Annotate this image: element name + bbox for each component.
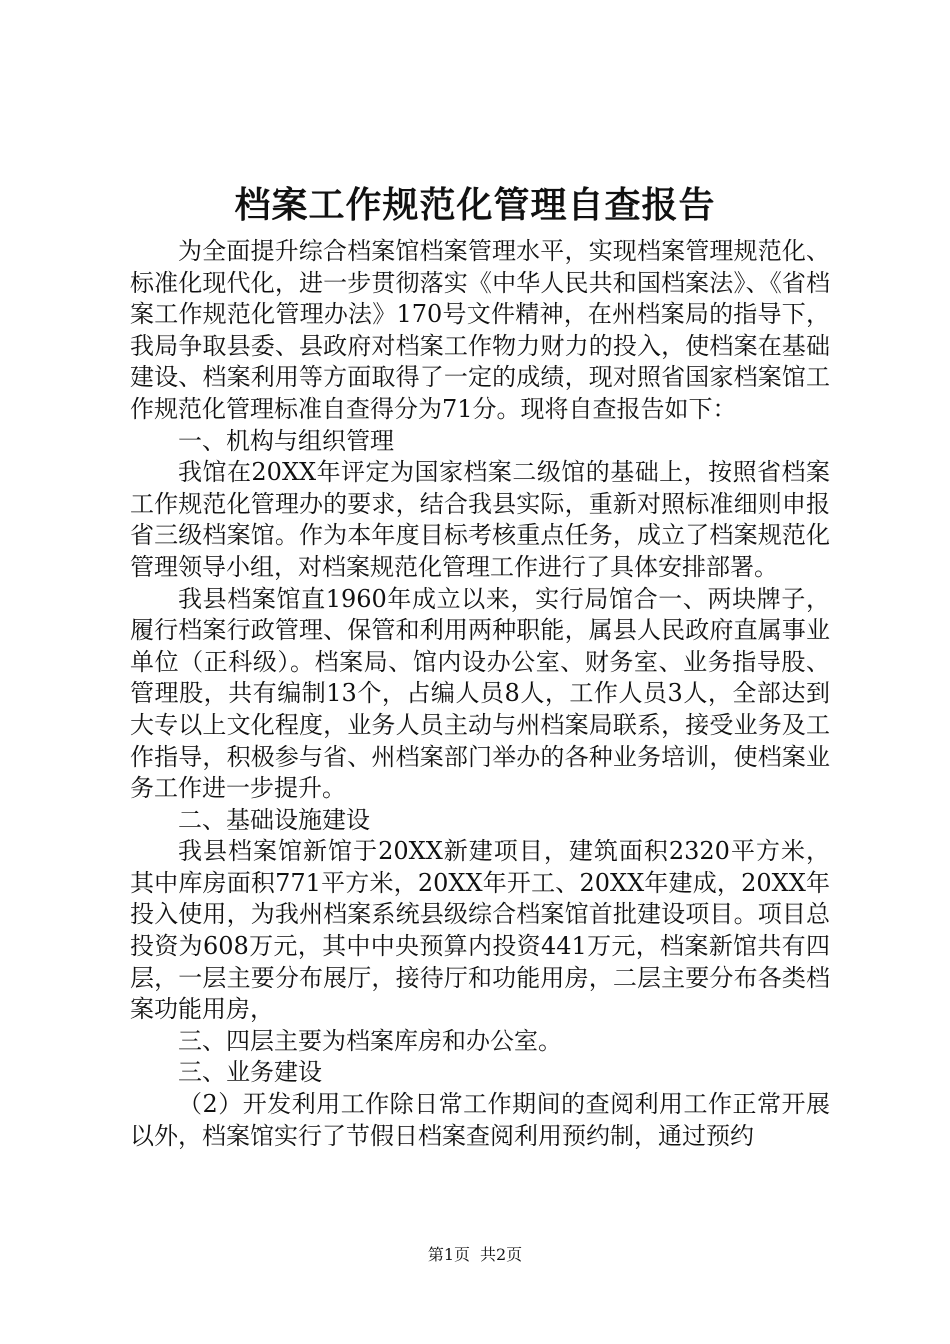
section-1-paragraph-1: 我馆在20XX年评定为国家档案二级馆的基础上，按照省档案工作规范化管理办的要求，结合我县实际，重新对照标准细则申报省三级档案馆。作为本年度目标考核重点任务，成立了档案规范化管理领导小组，对档案规范化管理工作进行了具体安排部署。 bbox=[130, 458, 830, 581]
section-2-paragraph-1: 我县档案馆新馆于20XX新建项目，建筑面积2320平方米，其中库房面积771平方米，20XX年开工、20XX年建成，20XX年投入使用，为我州档案系统县级综合档案馆首批建设项目。项目总投资为608万元，其中中央预算内投资441万元，档案新馆共有四层，一层主要分布展厅，接待厅和功能用房，二层主要分布各类档案功能用房， bbox=[130, 837, 830, 1024]
document-body bbox=[130, 236, 830, 1152]
page-footer bbox=[0, 1244, 950, 1266]
section-3-paragraph-1: （2）开发利用工作除日常工作期间的查阅利用工作正常开展以外，档案馆实行了节假日档案查阅利用预约制，通过预约 bbox=[130, 1090, 830, 1150]
section-heading-1: 一、机构与组织管理 bbox=[178, 426, 394, 455]
section-heading-3: 三、业务建设 bbox=[178, 1058, 322, 1087]
section-heading-2: 二、基础设施建设 bbox=[178, 805, 370, 834]
page-total: 共2页 bbox=[480, 1245, 523, 1264]
section-2-paragraph-2: 三、四层主要为档案库房和办公室。 bbox=[178, 1026, 562, 1055]
intro-paragraph: 为全面提升综合档案馆档案管理水平，实现档案管理规范化、标准化现代化，进一步贯彻落实《中华人民共和国档案法》、《省档案工作规范化管理办法》170号文件精神，在州档案局的指导下，我局争取县委、县政府对档案工作物力财力的投入，使档案在基础建设、档案利用等方面取得了一定的成绩，现对照省国家档案馆工作规范化管理标准自查得分为71分。现将自查报告如下： bbox=[130, 237, 830, 423]
page-number: 第1页 bbox=[427, 1245, 470, 1264]
section-1-paragraph-2: 我县档案馆直1960年成立以来，实行局馆合一、两块牌子，履行档案行政管理、保管和利用两种职能，属县人民政府直属事业单位（正科级）。档案局、馆内设办公室、财务室、业务指导股、管理股，共有编制13个，占编人员8人，工作人员3人，全部达到大专以上文化程度，业务人员主动与州档案局联系，接受业务及工作指导，积极参与省、州档案部门举办的各种业务培训，使档案业务工作进一步提升。 bbox=[130, 584, 830, 803]
document-title: 档案工作规范化管理自查报告 bbox=[234, 184, 716, 226]
